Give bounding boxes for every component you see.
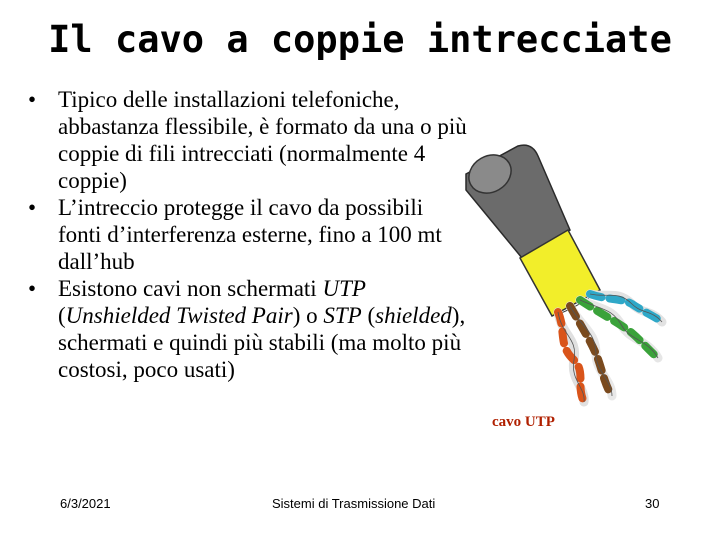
- bullet-italic-utp: UTP: [322, 276, 366, 301]
- footer-date: 6/3/2021: [60, 496, 111, 511]
- image-caption: cavo UTP: [492, 414, 555, 430]
- bullet-italic-stp: STP: [323, 303, 362, 328]
- bullet-text: (: [361, 303, 376, 328]
- bullet-text: (: [58, 303, 66, 328]
- bullet-italic-shielded: shielded: [375, 303, 452, 328]
- utp-cable-illustration: [462, 140, 682, 410]
- bullet-text: ) o: [292, 303, 324, 328]
- bullet-text: Esistono cavi non schermati: [58, 276, 323, 301]
- bullet-item: [28, 86, 468, 194]
- bullet-item: [28, 194, 468, 275]
- bullet-glyph: •: [28, 195, 37, 220]
- bullet-text: Tipico delle installazioni telefoniche, abbastanza flessibile, è formato da una o più coppie di fili intrecciati (normalmente 4 coppie): [58, 87, 467, 193]
- footer-center-text: Sistemi di Trasmissione Dati: [272, 496, 436, 511]
- bullet-glyph: •: [28, 87, 37, 112]
- bullet-text: L’intreccio protegge il cavo da possibili fonti d’interferenza esterne, fino a 100 mt dall’hub: [58, 195, 442, 274]
- bullet-italic-unshielded: Unshielded Twisted Pair: [65, 303, 293, 328]
- bullet-text: ), schermati e quindi più stabili (ma molto più costosi, poco usati): [58, 303, 466, 382]
- bullet-list: [28, 86, 468, 383]
- footer-page-number: 30: [645, 496, 660, 511]
- bullet-glyph: •: [28, 276, 37, 301]
- slide-title: Il cavo a coppie intrecciate: [48, 18, 672, 61]
- bullet-item: [28, 275, 468, 383]
